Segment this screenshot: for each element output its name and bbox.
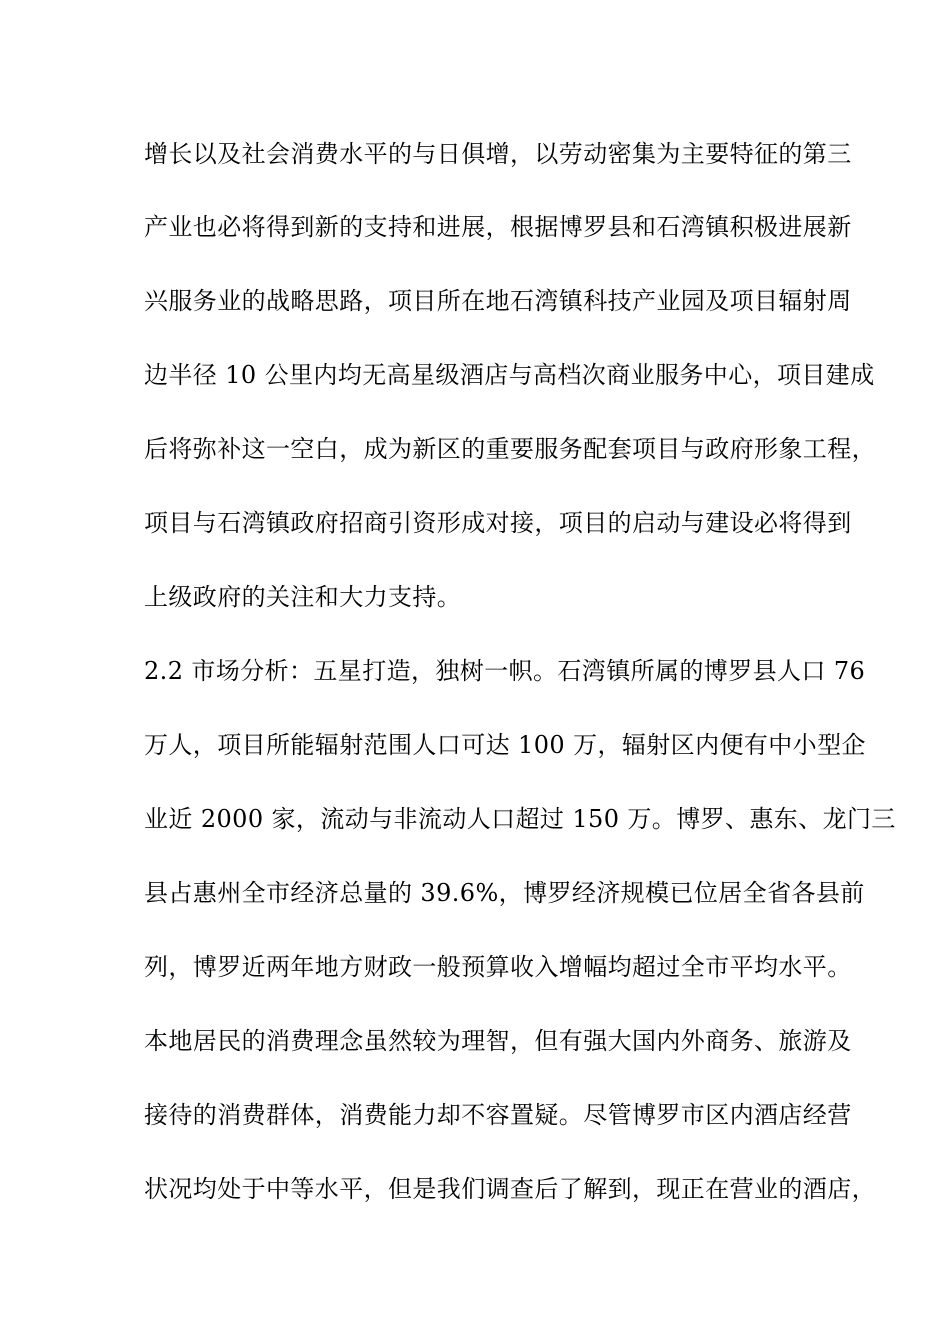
text-line: 接待的消费群体，消费能力却不容置疑。尽管博罗市区内酒店经营 <box>144 1101 852 1129</box>
text-line: 状况均处于中等水平，但是我们调查后了解到，现正在营业的酒店， <box>144 1175 876 1203</box>
section-heading-line: 2.2 市场分析：五星打造，独树一帜。石湾镇所属的博罗县人口 76 <box>144 657 866 685</box>
text-line: 业近 2000 家，流动与非流动人口超过 150 万。博罗、惠东、龙门三 <box>144 805 896 833</box>
text-line: 后将弥补这一空白，成为新区的重要服务配套项目与政府形象工程， <box>144 435 876 463</box>
text-line: 本地居民的消费理念虽然较为理智，但有强大国内外商务、旅游及 <box>144 1027 852 1055</box>
text-line: 增长以及社会消费水平的与日俱增，以劳动密集为主要特征的第三 <box>144 140 852 168</box>
text-line: 万人，项目所能辐射范围人口可达 100 万，辐射区内便有中小型企 <box>144 731 866 759</box>
text-line: 边半径 10 公里内均无高星级酒店与高档次商业服务中心，项目建成 <box>144 361 875 389</box>
text-line: 县占惠州全市经济总量的 39.6%，博罗经济规模已位居全省各县前 <box>144 879 865 907</box>
text-line: 列，博罗近两年地方财政一般预算收入增幅均超过全市平均水平。 <box>144 953 852 981</box>
text-line: 产业也必将得到新的支持和进展，根据博罗县和石湾镇积极进展新 <box>144 213 852 241</box>
text-line: 项目与石湾镇政府招商引资形成对接，项目的启动与建设必将得到 <box>144 509 852 537</box>
text-line: 兴服务业的战略思路，项目所在地石湾镇科技产业园及项目辐射周 <box>144 287 852 315</box>
text-line: 上级政府的关注和大力支持。 <box>144 583 462 611</box>
